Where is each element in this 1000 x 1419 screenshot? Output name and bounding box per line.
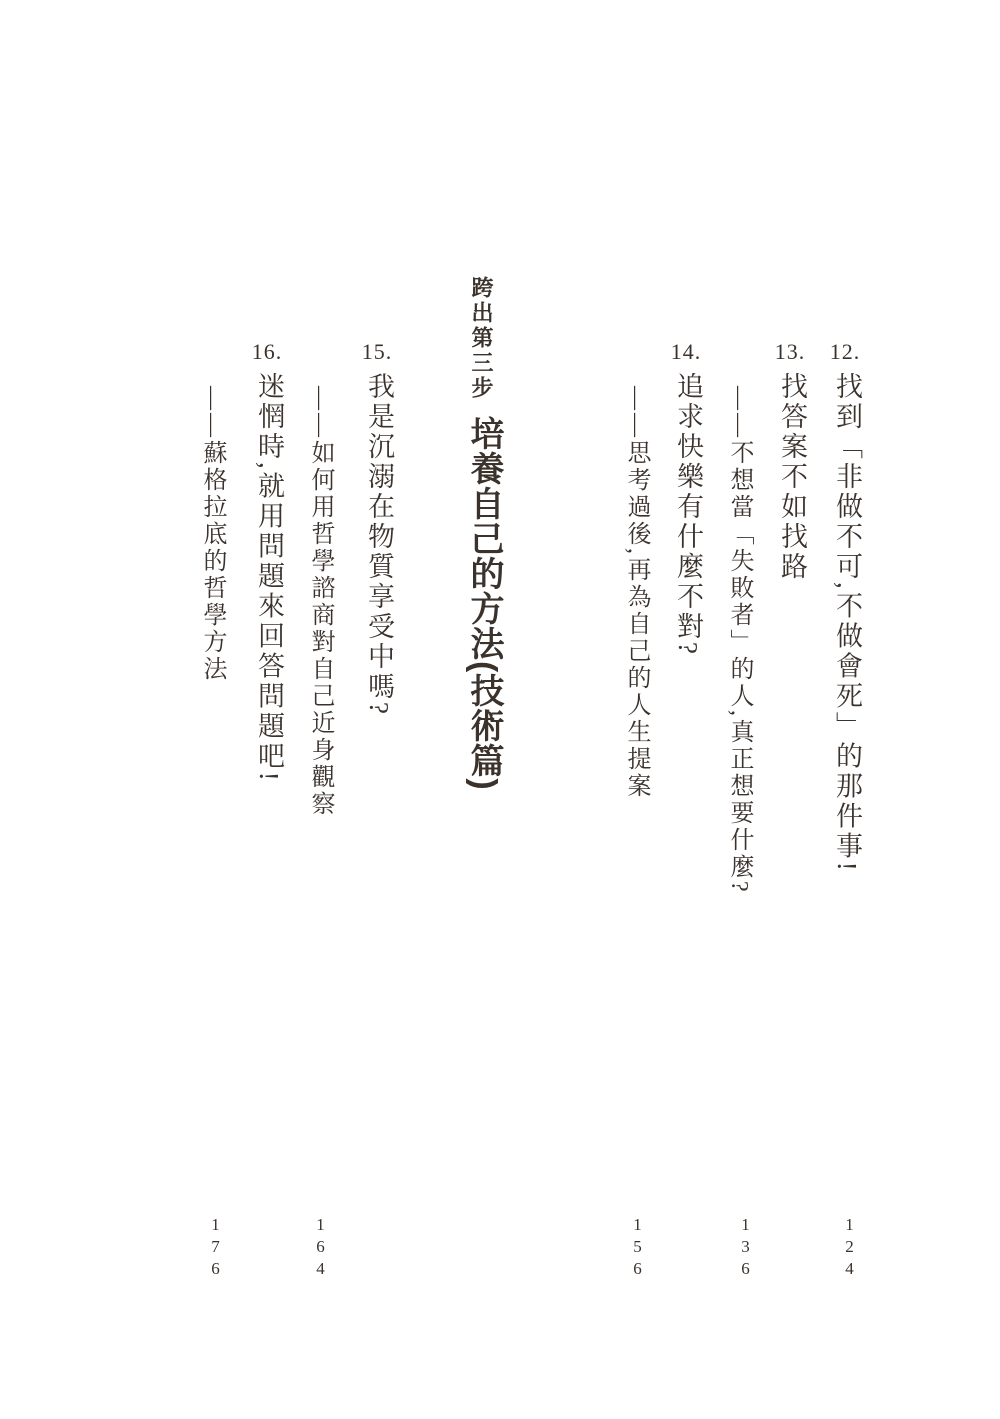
- toc-entry-page-number: 136: [736, 1215, 755, 1281]
- toc-entry-title: 迷惘時,就用問題來回答問題吧!: [254, 372, 284, 784]
- toc-entry-title: 找到「非做不可,不做會死」的那件事!: [832, 372, 862, 874]
- toc-entry-page-number: 164: [311, 1215, 330, 1281]
- toc-entry-page-number: 124: [840, 1215, 859, 1281]
- toc-entry-subtitle: ——思考過後,再為自己的人生提案: [623, 386, 649, 800]
- toc-entry-title: 我是沉溺在物質享受中嗎?: [364, 372, 394, 717]
- toc-entry-page-number: 176: [206, 1215, 225, 1281]
- toc-entry-title: 找答案不如找路: [777, 372, 807, 582]
- toc-entry-subtitle: ——如何用哲學諮商對自己近身觀察: [307, 386, 333, 818]
- toc-entry-number: 12.: [829, 339, 861, 364]
- toc-entry-subtitle: ——蘇格拉底的哲學方法: [199, 386, 225, 683]
- toc-entry-page-number: 156: [628, 1215, 647, 1281]
- section-kicker: 跨出第三步: [469, 276, 494, 401]
- toc-entry-number: 13.: [774, 339, 806, 364]
- toc-entry-number: 14.: [670, 339, 702, 364]
- toc-entry-title: 追求快樂有什麼不對?: [673, 372, 703, 657]
- toc-entry-number: 15.: [361, 339, 393, 364]
- toc-entry-number: 16.: [251, 339, 283, 364]
- toc-entry-subtitle: ——不想當「失敗者」的人,真正想要什麼?: [726, 386, 752, 895]
- section-title: 培養自己的方法(技術篇): [465, 416, 503, 791]
